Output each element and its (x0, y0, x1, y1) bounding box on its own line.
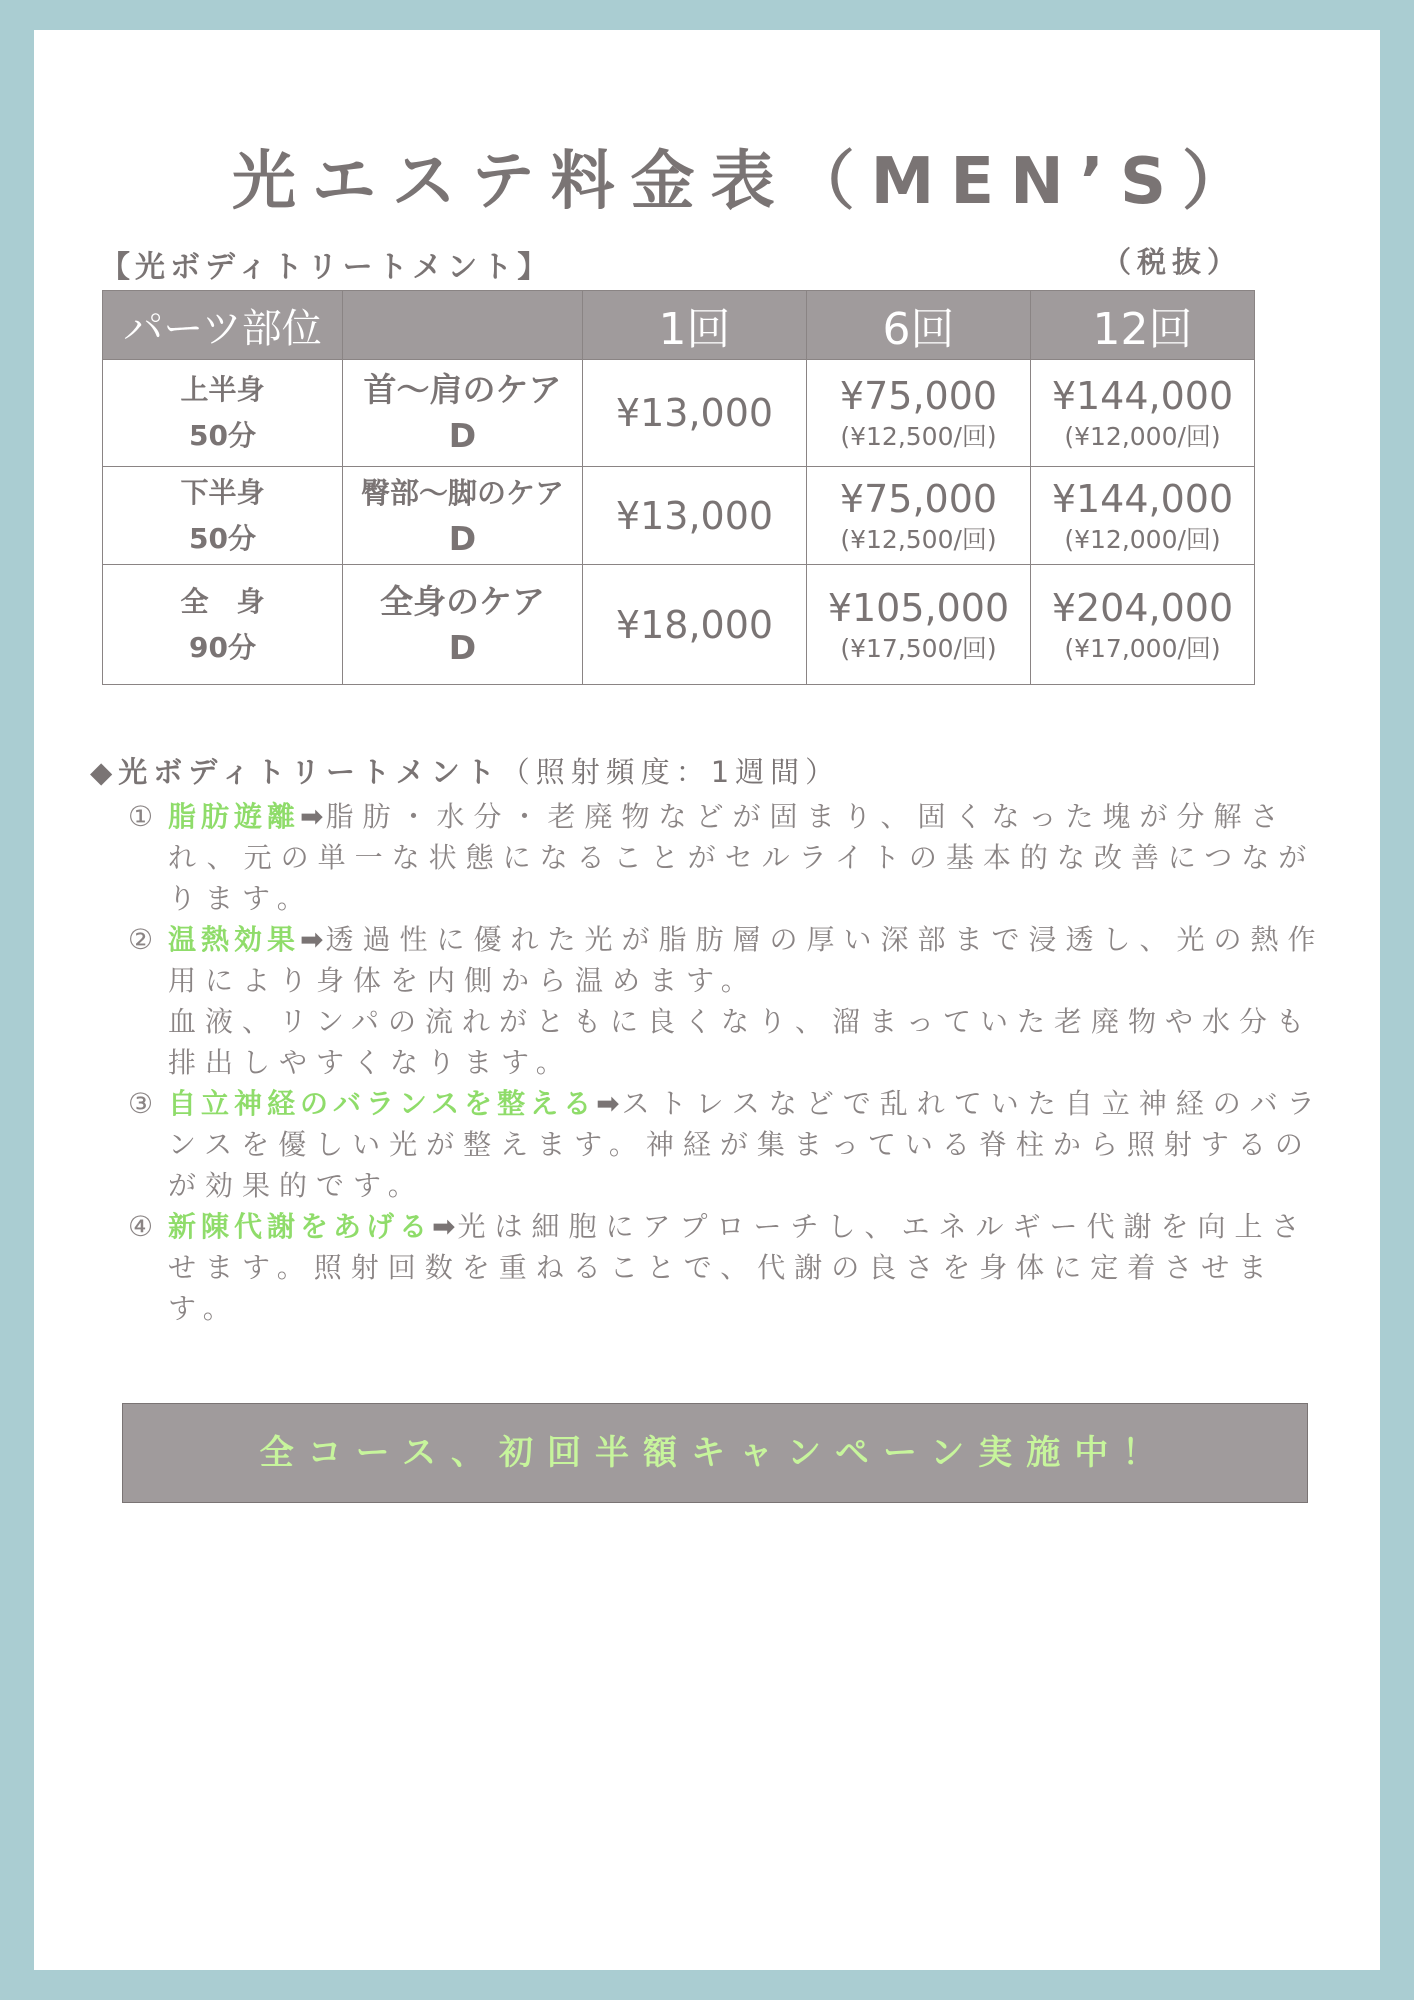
care-cell (343, 360, 583, 467)
price-1x: ¥13,000 (615, 391, 774, 435)
effect-text: 光は細胞にアプローチし、エネルギー代謝を向上させます。照射回数を重ねることで、代謝の良さを身体に定着させます。 (168, 1210, 1309, 1325)
price-12x: ¥204,000 (1051, 585, 1234, 630)
effect-item (90, 919, 1330, 1083)
part-cell (103, 360, 343, 467)
price-table (102, 290, 1255, 685)
price-12x-cell (1031, 467, 1255, 565)
flyer-page (34, 30, 1380, 1970)
table-header-row (103, 291, 1255, 360)
part-name: 全 身 (180, 584, 265, 618)
header-6x: 6回 (807, 291, 1031, 360)
section-label: 【光ボディトリートメント】 (100, 250, 553, 285)
effect-text: 血液、リンパの流れがともに良くなり、溜まっていた老廃物や水分も排出しやすくなります。 (168, 1005, 1314, 1079)
effect-number: ① (128, 800, 154, 833)
price-1x: ¥13,000 (615, 493, 774, 538)
care-name: 全身のケア (380, 581, 545, 621)
price-1x-cell (583, 467, 807, 565)
part-name: 下半身 (180, 475, 265, 509)
arrow-icon: ➡ (596, 1087, 622, 1120)
effects-heading-title: ◆光ボディトリートメント (90, 755, 501, 789)
price-6x: ¥75,000 (839, 374, 998, 418)
effects-section (90, 748, 1330, 1329)
effect-name: 脂肪遊離 (168, 800, 301, 833)
effect-name: 温熱効果 (168, 923, 301, 956)
price-6x-per: (¥17,500/回) (840, 633, 997, 663)
effect-name: 新陳代謝をあげる (168, 1210, 433, 1243)
care-grade: D (448, 518, 477, 558)
effect-item (90, 1083, 1330, 1206)
header-1x: 1回 (583, 291, 807, 360)
price-1x-cell (583, 360, 807, 467)
care-cell (343, 565, 583, 685)
effects-heading (90, 748, 1330, 796)
price-12x-cell (1031, 360, 1255, 467)
effects-heading-note: （照射頻度：1週間） (500, 755, 841, 789)
care-grade: D (448, 416, 477, 455)
price-6x-per: (¥12,500/回) (840, 422, 997, 451)
price-6x-cell (807, 565, 1031, 685)
part-duration: 50分 (189, 419, 256, 452)
header-part: パーツ部位 (103, 291, 343, 360)
care-cell (343, 467, 583, 565)
price-12x-per: (¥17,000/回) (1064, 633, 1221, 663)
price-12x-cell (1031, 565, 1255, 685)
tax-label: （税抜） (1102, 245, 1243, 279)
price-6x-per: (¥12,500/回) (840, 524, 997, 554)
arrow-icon: ➡ (300, 800, 326, 833)
part-cell (103, 467, 343, 565)
campaign-banner: 全コース、初回半額キャンペーン実施中！ (122, 1403, 1308, 1503)
part-name: 上半身 (180, 373, 265, 406)
price-12x: ¥144,000 (1051, 374, 1234, 418)
effect-text: ストレスなどで乱れていた自立神経のバランスを優しい光が整えます。神経が集まっている脊柱から照射するのが効果的です。 (168, 1087, 1324, 1202)
header-care (343, 291, 583, 360)
price-12x-per: (¥12,000/回) (1064, 524, 1221, 554)
effect-number: ③ (128, 1087, 154, 1120)
arrow-icon: ➡ (300, 923, 326, 956)
part-duration: 50分 (189, 521, 256, 555)
price-1x-cell (583, 565, 807, 685)
care-name: 首〜肩のケア (363, 370, 562, 409)
price-12x: ¥144,000 (1051, 476, 1234, 521)
price-6x: ¥75,000 (839, 476, 998, 521)
part-duration: 90分 (189, 630, 256, 664)
price-6x-cell (807, 467, 1031, 565)
effect-number: ② (128, 923, 154, 956)
effect-item (90, 796, 1330, 919)
care-grade: D (448, 627, 477, 667)
effect-number: ④ (128, 1210, 154, 1243)
table-row (103, 360, 1255, 467)
effect-text: 透過性に優れた光が脂肪層の厚い深部まで浸透し、光の熱作用により身体を内側から温めます。 (168, 923, 1325, 997)
care-name: 臀部〜脚のケア (360, 475, 564, 510)
price-1x: ¥18,000 (615, 602, 774, 647)
table-row (103, 467, 1255, 565)
price-6x: ¥105,000 (827, 585, 1010, 630)
price-6x-cell (807, 360, 1031, 467)
price-12x-per: (¥12,000/回) (1064, 422, 1221, 451)
part-cell (103, 565, 343, 685)
table-row (103, 565, 1255, 685)
arrow-icon: ➡ (432, 1210, 458, 1243)
effect-text: 脂肪・水分・老廃物などが固まり、固くなった塊が分解され、元の単一な状態になることがセルライトの基本的な改善につながります。 (168, 800, 1316, 915)
effect-item (90, 1206, 1330, 1329)
effect-name: 自立神経のバランスを整える (168, 1087, 597, 1120)
page-title: 光エステ料金表（MEN’S） (231, 145, 1263, 219)
header-12x: 12回 (1031, 291, 1255, 360)
